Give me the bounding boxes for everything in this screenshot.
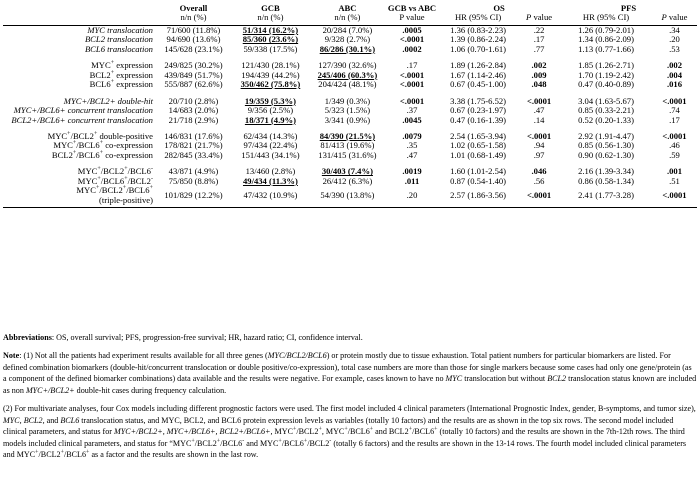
table-row: BCL2+/BCL6+ co-expression 282/845 (33.4%) 151/443 (34.1%) 131/415 (31.6%) .47 1.01 (0.68-1.49) .97 0.90 (0.62-1.30) .59 bbox=[3, 151, 697, 160]
table-row: MYC+/BCL6+ co-expression 178/821 (21.7%) 97/434 (22.4%) 81/413 (19.6%) .35 1.02 (0.65-1.58) .94 0.85 (0.56-1.30) .46 bbox=[3, 141, 697, 150]
row-label: BCL2+ expression bbox=[89, 69, 153, 80]
table-row: MYC+/BCL2+/BCL6- 43/871 (4.9%) 13/460 (2.8%) 30/403 (7.4%) .0019 1.60 (1.01-2.54) .046 2.16 (1.39-3.34) .001 bbox=[3, 167, 697, 176]
row-label: MYC+/BCL6+/BCL2- bbox=[77, 175, 153, 186]
sub-overall: n/n (%) bbox=[155, 13, 232, 25]
header-label-col bbox=[3, 3, 155, 13]
table-row: BCL2+/BCL6+ concurrent translocation 21/718 (2.9%) 18/371 (4.9%) 3/341 (0.9%) .0045 0.47 (0.16-1.39) .14 0.52 (0.20-1.33) .17 bbox=[3, 116, 697, 125]
sub-pfs-hr: HR (95% CI) bbox=[560, 13, 652, 25]
table-row: MYC+/BCL2+ double-positive 146/831 (17.6%) 62/434 (14.3%) 84/390 (21.5%) .0079 2.54 (1.65-3.94) <.0001 2.92 (1.91-4.47) <.0001 bbox=[3, 132, 697, 141]
row-label: BCL2+/BCL6+ concurrent translocation bbox=[11, 114, 153, 125]
header-os: OS bbox=[493, 3, 505, 13]
sub-abc: n/n (%) bbox=[309, 13, 386, 25]
table-row: MYC+/BCL6+ concurrent translocation 14/683 (2.0%) 9/356 (2.5%) 5/323 (1.5%) .37 0.67 (0.23-1.97) .47 0.85 (0.33-2.21) .74 bbox=[3, 106, 697, 115]
table-row: BCL6+ expression 555/887 (62.6%) 350/462 (75.8%) 204/424 (48.1%) <.0001 0.67 (0.45-1.00) .048 0.47 (0.40-0.89) .016 bbox=[3, 80, 697, 89]
row-label: MYC+/BCL2+/BCL6- bbox=[77, 166, 153, 177]
sub-pfs-p: P value bbox=[652, 13, 697, 25]
row-label: MYC+/BCL2+/BCL6+ (triple-positive) bbox=[3, 186, 155, 207]
sub-gcb: n/n (%) bbox=[232, 13, 309, 25]
sub-os-hr: HR (95% CI) bbox=[438, 13, 518, 25]
row-label: MYC+/BCL2+ double-positive bbox=[47, 130, 153, 141]
header-overall: Overall bbox=[179, 3, 208, 13]
sub-pvalue: P value bbox=[386, 13, 438, 25]
results-table bbox=[3, 3, 697, 208]
row-label: MYC+ expression bbox=[91, 60, 153, 71]
subheader-row bbox=[3, 13, 697, 25]
table-row: MYC translocation 71/600 (11.8%) 51/314 (16.2%) 20/284 (7.0%) .0005 1.36 (0.83-2.23) .22 1.26 (0.79-2.01) .34 bbox=[3, 25, 697, 35]
row-label: MYC+/BCL6+ co-expression bbox=[53, 140, 153, 151]
header-gcb: GCB bbox=[261, 3, 280, 13]
abbreviations-note: Abbreviations: OS, overall survival; PFS, progression-free survival; HR, hazard ratio; CI, confidence interval. bbox=[3, 333, 363, 342]
table-row: BCL2 translocation 94/690 (13.6%) 85/360 (23.6%) 9/328 (2.7%) <.0001 1.39 (0.86-2.24) .17 1.34 (0.86-2.09) .20 bbox=[3, 35, 697, 44]
table-row: MYC+/BCL6+/BCL2- 75/850 (8.8%) 49/434 (11.3%) 26/412 (6.3%) .011 0.87 (0.54-1.40) .56 0.86 (0.58-1.34) .51 bbox=[3, 177, 697, 186]
header-abc: ABC bbox=[338, 3, 357, 13]
row-label: BCL6+ expression bbox=[89, 79, 153, 90]
row-label: BCL2+/BCL6+ co-expression bbox=[51, 149, 153, 160]
sub-os-p: P value bbox=[518, 13, 560, 25]
row-label: BCL6 translocation bbox=[84, 43, 153, 54]
note-1: Note: (1) Not all the patients had experiment results available for all three genes (MYC/BCL2/BCL6) or protein mostly due to tissue exhaustion. Total patient numbers for particular biomarkers are listed. For defined combination biomarkers (double-hit/concurrent translocation or double positive/co-expression), total case numbers are more than those for single markers because some cases had only one gene/protein (as a component of the defined biomarker combinations) data available and the results were negative. For example, cases known to have no MYC translocation but without BCL2 translocation status known are included as non MYC+/BCL2+ double-hit cases during frequency calculation. bbox=[3, 351, 697, 395]
table-row: MYC+/BCL2+ double-hit 20/710 (2.8%) 19/359 (5.3%) 1/349 (0.3%) <.0001 3.38 (1.75-6.52) <.0001 3.04 (1.63-5.67) <.0001 bbox=[3, 97, 697, 106]
table-row: MYC+/BCL2+/BCL6+ (triple-positive) 101/829 (12.2%) 47/432 (10.9%) 54/390 (13.8%) .20 2.57 (1.86-3.56) <.0001 2.41 (1.77-3.28) <.0001 bbox=[3, 186, 697, 207]
header-gcb-vs-abc: GCB vs ABC bbox=[387, 3, 437, 13]
row-label: MYC+/BCL2+ double-hit bbox=[63, 95, 153, 106]
table-notes bbox=[3, 332, 697, 468]
table-row: BCL2+ expression 439/849 (51.7%) 194/439 (44.2%) 245/406 (60.3%) <.0001 1.67 (1.14-2.46) .009 1.70 (1.19-2.42) .004 bbox=[3, 71, 697, 80]
row-label: MYC translocation bbox=[87, 24, 153, 35]
table-row: MYC+ expression 249/825 (30.2%) 121/430 (28.1%) 127/390 (32.6%) .17 1.89 (1.26-2.84) .002 1.85 (1.26-2.71) .002 bbox=[3, 61, 697, 70]
row-label: BCL2 translocation bbox=[84, 34, 153, 45]
note-2: (2) For multivariate analyses, four Cox models including different prognostic factors were used. The first model included 4 clinical parameters (International Prognostic Index, gender, B-symptoms, and tumor size), MYC, BCL2, and BCL6 translocation status, and MYC, BCL2, and BCL6 protein expression levels as variables (totally 10 factors) and the results are as shown in the top six rows. The second model included clinical parameters, and status for MYC+/BCL2+, MYC+/BCL6+, BCL2+/BCL6+, MYC+/BCL2+, MYC+/BCL6+ and BCL2+/BCL6+ (totally 10 factors) and the results are shown in the 7th-12th rows. The third models included clinical parameters, and status for “MYC+/BCL2+/BCL6- and MYC+/BCL6+/BCL2- (totally 6 factors) and the results are shown in the 13-14 rows. The fourth model included clinical parameters and MYC+/BCL2+/BCL6+ as a factor and the results are shown in the last row. bbox=[3, 404, 696, 460]
table-row: BCL6 translocation 145/628 (23.1%) 59/338 (17.5%) 86/286 (30.1%) .0002 1.06 (0.70-1.61) .77 1.13 (0.77-1.66) .53 bbox=[3, 45, 697, 54]
row-label: MYC+/BCL6+ concurrent translocation bbox=[13, 105, 153, 116]
header-pfs: PFS bbox=[620, 3, 637, 13]
